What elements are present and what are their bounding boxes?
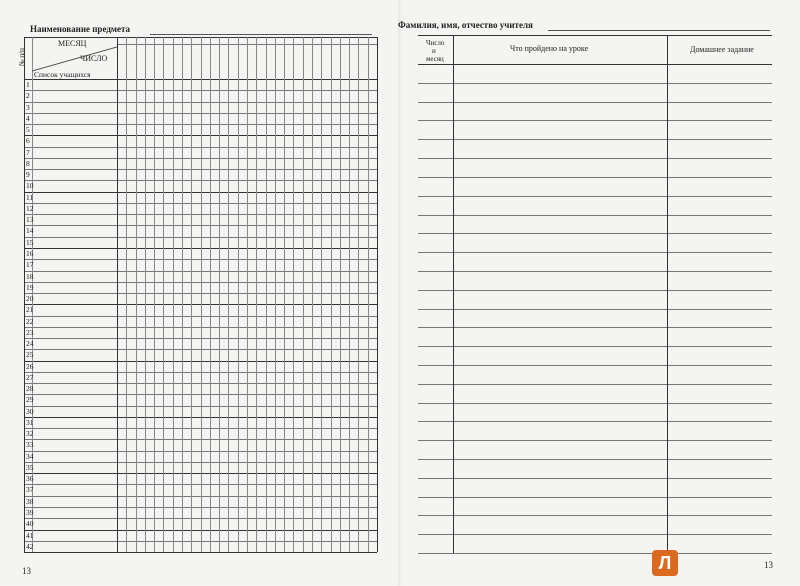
- teacher-input-line[interactable]: [548, 30, 770, 31]
- table-row-line: [418, 365, 772, 366]
- row-number: 13: [26, 215, 34, 225]
- grid-date-col-line: [136, 37, 137, 552]
- grid-date-col-line: [358, 37, 359, 552]
- publisher-logo-icon: Л: [652, 550, 678, 576]
- header-day: ЧИСЛО: [80, 54, 108, 63]
- row-number: 9: [26, 170, 30, 180]
- table-row-line: [418, 478, 772, 479]
- grid-left-border: [24, 37, 25, 552]
- grid-date-col-line: [219, 37, 220, 552]
- grid-date-col-line: [182, 37, 183, 552]
- row-number: 14: [26, 226, 34, 236]
- table-date-col-line: [453, 35, 454, 553]
- grid-date-col-line: [228, 37, 229, 552]
- row-number: 25: [26, 350, 34, 360]
- row-number: 4: [26, 113, 30, 123]
- row-number: 35: [26, 462, 34, 472]
- row-number: 34: [26, 451, 34, 461]
- grid-date-col-line: [247, 37, 248, 552]
- grid-date-col-line: [191, 37, 192, 552]
- grid-name-col-line: [117, 37, 118, 552]
- row-number: 26: [26, 361, 34, 371]
- table-row-line: [418, 497, 772, 498]
- row-number: 41: [26, 530, 34, 540]
- row-number: 19: [26, 282, 34, 292]
- grid-row-line: [24, 552, 377, 553]
- grid-date-col-line: [145, 37, 146, 552]
- row-number: 42: [26, 541, 34, 551]
- table-row-line: [418, 177, 772, 178]
- row-number: 23: [26, 327, 34, 337]
- grid-date-col-line: [163, 37, 164, 552]
- row-number: 40: [26, 519, 34, 529]
- grid-date-col-line: [238, 37, 239, 552]
- right-page-number: 13: [764, 560, 773, 570]
- table-row-line: [418, 421, 772, 422]
- col-homework-header: Домашнее задание: [690, 45, 754, 54]
- row-number: 39: [26, 508, 34, 517]
- row-number: 16: [26, 248, 34, 258]
- row-number: 15: [26, 237, 34, 247]
- grid-date-col-line: [266, 37, 267, 552]
- subject-label: Наименование предмета: [30, 24, 131, 34]
- table-row-line: [418, 309, 772, 310]
- table-row-line: [418, 290, 772, 291]
- table-row-line: [418, 327, 772, 328]
- grid-date-col-line: [275, 37, 276, 552]
- row-number: 8: [26, 158, 30, 168]
- row-number: 27: [26, 372, 34, 382]
- subject-input-line[interactable]: [150, 34, 372, 35]
- row-number: 31: [26, 417, 34, 427]
- row-number: 30: [26, 406, 34, 416]
- row-number: 32: [26, 429, 34, 439]
- grid-date-col-line: [256, 37, 257, 552]
- grid-date-col-line: [331, 37, 332, 552]
- grid-date-col-line: [293, 37, 294, 552]
- header-month: МЕСЯЦ: [58, 39, 87, 48]
- row-number: 1: [26, 80, 30, 89]
- left-page-number: 13: [22, 566, 31, 576]
- row-number: 18: [26, 271, 34, 281]
- table-row-line: [418, 233, 772, 234]
- table-row-line: [418, 515, 772, 516]
- grid-date-col-line: [154, 37, 155, 552]
- table-row-line: [418, 440, 772, 441]
- row-number: 6: [26, 136, 30, 146]
- row-number: 7: [26, 147, 30, 157]
- grid-date-col-line: [210, 37, 211, 552]
- row-number: 29: [26, 395, 34, 405]
- row-number: 20: [26, 294, 34, 303]
- row-number: 3: [26, 102, 30, 112]
- grid-date-col-line: [340, 37, 341, 552]
- row-number: 33: [26, 440, 34, 450]
- row-number: 22: [26, 316, 34, 326]
- table-row-line: [418, 252, 772, 253]
- table-row-line: [418, 158, 772, 159]
- col-lesson-header: Что пройдено на уроке: [510, 44, 589, 53]
- row-number: 28: [26, 384, 34, 394]
- row-number: 36: [26, 474, 34, 484]
- header-students: Список учащихся: [34, 70, 91, 79]
- grid-date-col-line: [126, 37, 127, 552]
- table-row-line: [418, 83, 772, 84]
- table-row-line: [418, 534, 772, 535]
- table-row-line: [418, 346, 772, 347]
- grid-date-col-line: [312, 37, 313, 552]
- table-row-line: [418, 120, 772, 121]
- row-number: 11: [26, 192, 34, 202]
- row-number: 5: [26, 125, 30, 134]
- col-date-2: и: [432, 47, 436, 55]
- teacher-label: Фамилия, имя, отчество учителя: [398, 20, 533, 30]
- table-row-line: [418, 215, 772, 216]
- col-date-3: месяц: [426, 55, 444, 63]
- grid-date-col-line: [321, 37, 322, 552]
- table-row-line: [418, 102, 772, 103]
- grid-date-col-line: [303, 37, 304, 552]
- row-number: 10: [26, 181, 34, 191]
- row-number: 24: [26, 339, 34, 348]
- row-number: 2: [26, 91, 30, 101]
- table-row-line: [418, 271, 772, 272]
- row-number: 37: [26, 485, 34, 495]
- row-number: 12: [26, 203, 34, 213]
- row-number: 38: [26, 496, 34, 506]
- grid-date-col-line: [349, 37, 350, 552]
- table-row-line: [418, 384, 772, 385]
- table-row-line: [418, 139, 772, 140]
- table-row-line: [418, 459, 772, 460]
- table-homework-col-line: [667, 35, 668, 553]
- row-number: 17: [26, 260, 34, 270]
- grid-right-border: [377, 37, 378, 552]
- grid-date-col-line: [201, 37, 202, 552]
- col-date-1: Число: [426, 39, 445, 47]
- page-gutter: [398, 0, 402, 586]
- grid-date-col-line: [284, 37, 285, 552]
- table-row-line: [418, 403, 772, 404]
- header-num: № п/п: [18, 48, 26, 66]
- table-row-line: [418, 553, 772, 554]
- table-row-line: [418, 196, 772, 197]
- table-header-bottom: [418, 64, 772, 65]
- row-number: 21: [26, 305, 34, 315]
- grid-date-col-line: [173, 37, 174, 552]
- grid-date-col-line: [368, 37, 369, 552]
- table-top-border: [418, 35, 772, 36]
